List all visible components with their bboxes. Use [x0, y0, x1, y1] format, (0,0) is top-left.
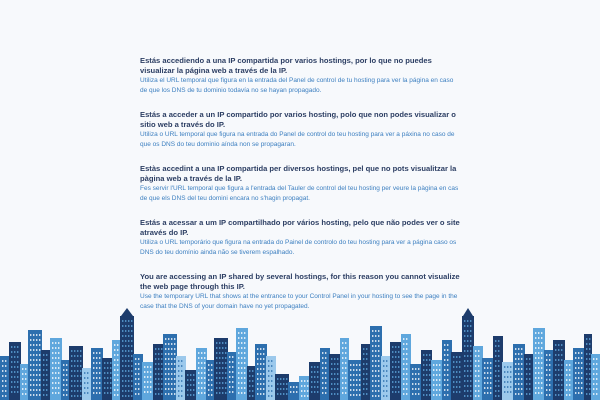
message-title: You are accessing an IP shared by several hostings, for this reason you cannot visualize the web page through this IP.: [140, 272, 460, 291]
message-list: [140, 56, 462, 326]
message-es: [140, 56, 462, 96]
message-body: Utiliza o URL temporal que figura na entrada do Panel de control do teu hosting para ver a páxina no caso de que os DNS do teu dominio aínda non se propagaran.: [140, 131, 455, 148]
message-body: Utiliza el URL temporal que figura en la entrada del Panel de control de tu hosting para ver la página en caso de que los DNS de tu dominio todavía no se hayan propagado.: [140, 77, 454, 94]
message-body: Utiliza o URL temporário que figura na entrada do Painel de controlo do teu hosting para ver a página caso os DNS do teu domínio ainda não se tiverem espalhado.: [140, 239, 457, 256]
message-pt: [140, 218, 462, 258]
message-gl: [140, 110, 462, 150]
message-title: Estás a acessar a um IP compartilhado por vários hosting, pelo que não podes ver o site através do IP.: [140, 218, 460, 237]
city-skyline-illustration: [0, 308, 600, 400]
message-en: [140, 272, 462, 312]
message-title: Estás a acceder a un IP compartido por varios hosting, polo que non podes visualizar o sitio web a través do IP.: [140, 110, 456, 129]
message-ca: [140, 164, 462, 204]
message-body: Use the temporary URL that shows at the entrance to your Control Panel in your hosting to see the page in the case that the DNS of your domain have no yet propagated.: [140, 293, 458, 310]
message-body: Fes servir l'URL temporal que figura a l'entrada del Tauler de control del teu hosting per veure la pàgina en cas de que els DNS del teu domini encara no s'hagin propagat.: [140, 185, 459, 202]
message-title: Estàs accedint a una IP compartida per diversos hostings, pel que no pots visualitzar la pàgina web a través de la IP.: [140, 164, 457, 183]
message-title: Estás accediendo a una IP compartida por varios hostings, por lo que no puedes visualizar la página web a través de la IP.: [140, 56, 432, 75]
